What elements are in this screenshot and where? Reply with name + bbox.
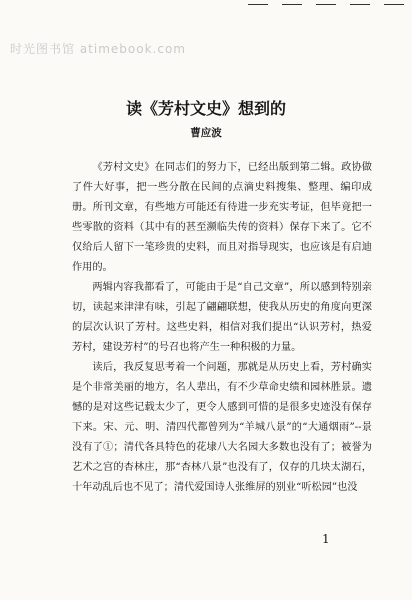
paragraph: 读后，我反复思考着一个问题，那就是从历史上看，芳村确实是个非常美丽的地方，名人辈出，有不少草命史绩和园林胜景。遗憾的是对这些记载太少了，更令人感到可惜的是很多史迹没有保存下来。宋、元、明、清四代都曾列为“羊城八景”的“大通烟雨”--景没有了①；清代各具特色的花埭八大名园大多数也没有了；被誉为艺术之宫的杏林庄，那“杏林八景”也没有了，仅存的几块太湖石，十年动乱后也不见了；清代爱国诗人张维屏的别业“听松园”也没 [72, 362, 372, 493]
page-number: 1 [322, 532, 330, 546]
author-name: 曹应波 [190, 127, 222, 139]
article-body [72, 158, 372, 498]
paragraph: 两辑内容我都看了，可能由于是“自己文章”，所以感到特别亲切，读起来津津有味，引起了翩翩联想，使我从历史的角度向更深的层次认识了芳村。这些史料，相信对我们提出“认识芳村，热爱芳村，建设芳村”的号召也将产生一种积极的力量。 [72, 282, 372, 353]
watermark: 时光图书馆 atimebook.com [10, 42, 186, 56]
header-rules [248, 4, 404, 5]
article-title: 读《芳村文史》想到的 [125, 99, 286, 118]
paragraph: 《芳村文史》在同志们的努力下，已经出版到第二辑。政协做了件大好事，把一些分散在民间的点滴史料搜集、整理、编印成册。所刊文章，有些地方可能还有待进一步充实考证，但毕竟把一些零散的资料（其中有的甚至濒临失传的资料）保存下来了。它不仅给后人留下一笔珍贵的史料，而且对指导现实，也应该是有启迪作用的。 [72, 162, 372, 273]
